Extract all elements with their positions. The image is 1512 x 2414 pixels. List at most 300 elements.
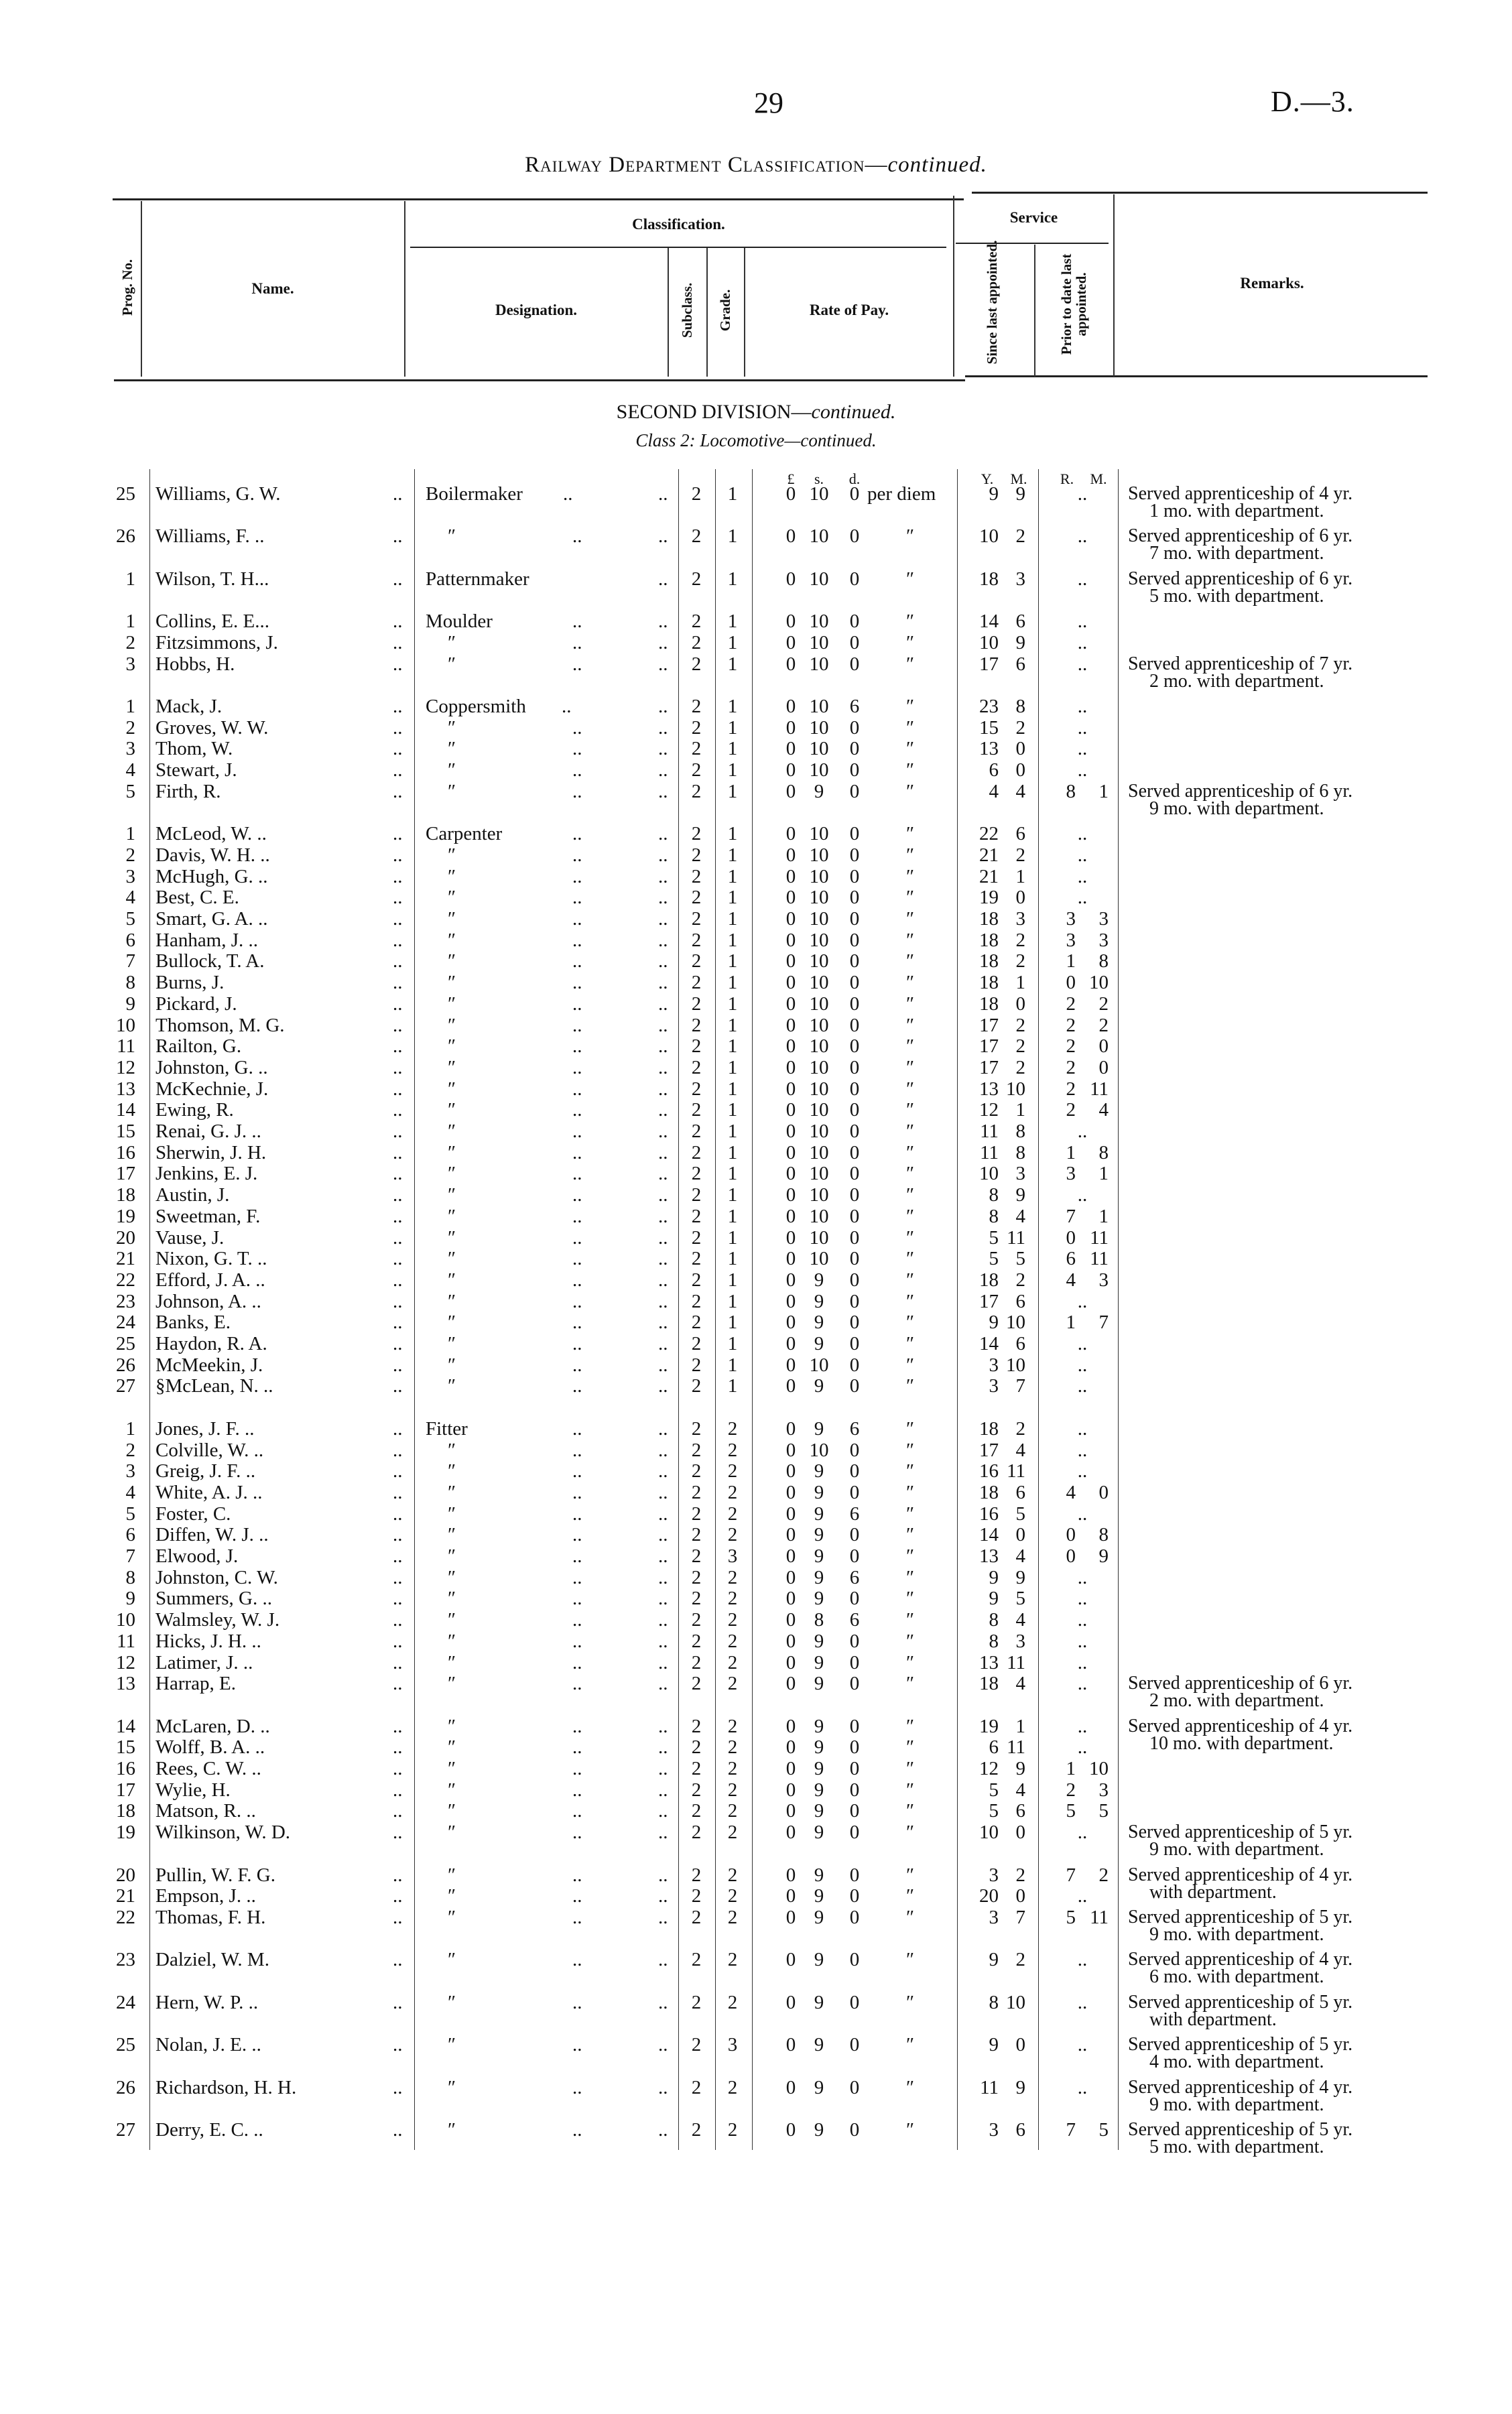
since-years: 5: [989, 1248, 999, 1270]
leader-dots: ..: [572, 2076, 582, 2098]
pay-pence: 0: [849, 653, 860, 675]
prog-number: 20: [116, 1864, 135, 1886]
pay-shillings: 9: [814, 1906, 824, 1928]
grade: 1: [727, 1163, 738, 1185]
grade: 1: [727, 780, 738, 802]
employee-name: Thomas, F. H.: [155, 1906, 266, 1928]
subclass: 2: [691, 1205, 702, 1227]
grade: 2: [727, 1885, 738, 1907]
since-years: 10: [979, 631, 999, 653]
prior-service: ..: [1077, 611, 1088, 633]
since-months: 2: [1015, 1417, 1025, 1440]
pay-period: ″: [905, 908, 915, 930]
pay-shillings: 9: [814, 1758, 824, 1779]
prior-years: 0: [1066, 972, 1076, 994]
designation: ″: [448, 759, 456, 781]
pay-shillings: 9: [814, 1822, 824, 1844]
since-months: 0: [1015, 759, 1025, 781]
subclass: 2: [691, 908, 702, 930]
designation: ″: [448, 1503, 456, 1525]
leader-dots: ..: [393, 1099, 403, 1121]
pay-period: ″: [905, 1141, 915, 1163]
subclass: 2: [691, 1121, 702, 1142]
since-years: 12: [979, 1099, 999, 1121]
prior-years: 1: [1066, 1758, 1076, 1779]
pay-shillings: 10: [809, 950, 829, 972]
leader-dots: ..: [393, 1651, 403, 1673]
table-row: [0, 632, 1512, 653]
prog-number: 21: [116, 1248, 135, 1270]
remarks-line-1: Served apprenticeship of 4 yr.: [1128, 483, 1353, 504]
prior-service: ..: [1077, 1566, 1088, 1588]
since-months: 6: [1015, 653, 1025, 675]
since-years: 13: [979, 1651, 999, 1673]
leader-dots: ..: [658, 1524, 668, 1546]
leader-dots: ..: [572, 908, 582, 930]
prior-service: ..: [1077, 525, 1088, 548]
leader-dots: ..: [658, 993, 668, 1015]
table-row: [0, 930, 1512, 951]
employee-name: Thom, W.: [155, 738, 233, 760]
prog-number: 20: [116, 1226, 135, 1249]
pay-shillings: 10: [809, 716, 829, 739]
pay-pounds: 0: [785, 1503, 796, 1525]
leader-dots: ..: [393, 1269, 403, 1291]
employee-name: Groves, W. W.: [155, 716, 269, 739]
remarks-line-2: with department.: [1149, 1881, 1277, 1903]
leader-dots: ..: [572, 1184, 582, 1206]
leader-dots: ..: [572, 1248, 582, 1270]
table-row: [0, 1333, 1512, 1354]
since-months: 0: [1015, 1524, 1025, 1546]
leader-dots: ..: [658, 1736, 668, 1759]
pay-pence: 0: [849, 1588, 860, 1610]
leader-dots: ..: [393, 908, 403, 930]
leader-dots: ..: [658, 1035, 668, 1058]
header-prior-to-date: Prior to date last appointed.: [1058, 253, 1089, 355]
pay-pounds: 0: [785, 1078, 796, 1100]
grade: 2: [727, 1417, 738, 1440]
leader-dots: ..: [658, 1460, 668, 1482]
leader-dots: ..: [658, 1078, 668, 1100]
pay-pounds: 0: [785, 929, 796, 951]
table-row: [0, 780, 1512, 819]
subclass: 2: [691, 1439, 702, 1461]
pay-pounds: 0: [785, 1121, 796, 1142]
since-months: 9: [1015, 1566, 1025, 1588]
grade: 1: [727, 1312, 738, 1334]
subclass: 2: [691, 1885, 702, 1907]
since-months: 0: [1015, 2034, 1025, 2056]
leader-dots: ..: [658, 1800, 668, 1822]
leader-dots: ..: [572, 1949, 582, 1971]
pay-pence: 0: [849, 568, 860, 590]
designation: Coppersmith: [426, 696, 526, 717]
leader-dots: ..: [562, 696, 572, 717]
pay-period: ″: [905, 993, 915, 1015]
pay-pounds: 0: [785, 1545, 796, 1567]
since-years: 9: [989, 1312, 999, 1334]
pay-period: ″: [905, 759, 915, 781]
table-row: [0, 1800, 1512, 1822]
prior-years: 2: [1066, 1056, 1076, 1078]
employee-name: Bullock, T. A.: [155, 950, 265, 972]
leader-dots: ..: [658, 631, 668, 653]
prog-number: 14: [116, 1715, 135, 1737]
subclass: 2: [691, 1864, 702, 1886]
designation: ″: [448, 1566, 456, 1588]
leader-dots: ..: [658, 1758, 668, 1779]
leader-dots: ..: [572, 1481, 582, 1503]
prior-years: 1: [1066, 1312, 1076, 1334]
pay-pounds: 0: [785, 1290, 796, 1312]
subclass: 2: [691, 1822, 702, 1844]
employee-name: Derry, E. C. ..: [155, 2118, 263, 2141]
designation: ″: [448, 1822, 456, 1844]
table-row: [0, 1375, 1512, 1397]
unit-pence: d.: [848, 470, 861, 487]
designation: ″: [448, 1864, 456, 1886]
designation: ″: [448, 1035, 456, 1058]
table-row: [0, 1291, 1512, 1312]
designation: ″: [448, 1460, 456, 1482]
grade: 1: [727, 1141, 738, 1163]
pay-pounds: 0: [785, 1566, 796, 1588]
pay-period: ″: [905, 1651, 915, 1673]
prior-years: 1: [1066, 1141, 1076, 1163]
leader-dots: ..: [572, 1651, 582, 1673]
table-row: [0, 1758, 1512, 1779]
since-years: 9: [989, 1566, 999, 1588]
designation: ″: [448, 1800, 456, 1822]
table-row: [0, 1503, 1512, 1525]
leader-dots: ..: [393, 1481, 403, 1503]
since-years: 5: [989, 1226, 999, 1249]
subclass: 2: [691, 1035, 702, 1058]
since-years: 21: [979, 865, 999, 887]
grade: 1: [727, 844, 738, 866]
pay-period: ″: [905, 1269, 915, 1291]
leader-dots: ..: [572, 1375, 582, 1397]
subclass: 2: [691, 1630, 702, 1652]
table-row: [0, 1121, 1512, 1142]
pay-pounds: 0: [785, 844, 796, 866]
grade: 2: [727, 2118, 738, 2141]
leader-dots: ..: [393, 483, 403, 505]
since-months: 9: [1015, 483, 1025, 505]
designation: ″: [448, 1673, 456, 1695]
grade: 1: [727, 759, 738, 781]
since-months: 2: [1015, 1035, 1025, 1058]
leader-dots: ..: [393, 1588, 403, 1610]
employee-name: Colville, W. ..: [155, 1439, 264, 1461]
since-months: 9: [1015, 631, 1025, 653]
employee-name: McMeekin, J.: [155, 1354, 263, 1376]
pay-pence: 6: [849, 1609, 860, 1631]
designation: ″: [448, 716, 456, 739]
pay-pounds: 0: [785, 1673, 796, 1695]
since-months: 0: [1015, 1885, 1025, 1907]
prior-service: ..: [1077, 716, 1088, 739]
pay-shillings: 10: [809, 738, 829, 760]
prior-service: ..: [1077, 865, 1088, 887]
prior-years: 0: [1066, 1226, 1076, 1249]
pay-shillings: 9: [814, 1779, 824, 1801]
since-months: 6: [1015, 1290, 1025, 1312]
classification-rule: [410, 247, 946, 248]
leader-dots: ..: [572, 1333, 582, 1354]
remarks-line-1: Served apprenticeship of 5 yr.: [1128, 1991, 1353, 2013]
subclass: 2: [691, 1651, 702, 1673]
prior-months: 11: [1090, 1906, 1109, 1928]
subclass: 2: [691, 1991, 702, 2013]
leader-dots: ..: [393, 1439, 403, 1461]
pay-period: ″: [905, 2118, 915, 2141]
leader-dots: ..: [572, 1163, 582, 1185]
pay-pence: 0: [849, 738, 860, 760]
pay-shillings: 10: [809, 993, 829, 1015]
header-since-last-appointed: Since last appointed.: [984, 240, 1000, 365]
since-months: 4: [1015, 780, 1025, 802]
leader-dots: ..: [658, 1779, 668, 1801]
prior-service: ..: [1077, 887, 1088, 909]
designation: ″: [448, 1056, 456, 1078]
leader-dots: ..: [658, 1333, 668, 1354]
pay-pence: 0: [849, 1312, 860, 1334]
header-grade: Grade.: [717, 289, 733, 332]
pay-shillings: 10: [809, 568, 829, 590]
pay-shillings: 9: [814, 1885, 824, 1907]
designation: ″: [448, 2034, 456, 2056]
leader-dots: ..: [393, 1460, 403, 1482]
pay-shillings: 10: [809, 1035, 829, 1058]
table-row: [0, 1567, 1512, 1588]
grade: 3: [727, 1545, 738, 1567]
pay-period: ″: [905, 1800, 915, 1822]
grade: 1: [727, 908, 738, 930]
since-months: 2: [1015, 1269, 1025, 1291]
pay-pounds: 0: [785, 483, 796, 505]
pay-period: ″: [905, 1545, 915, 1567]
prog-number: 26: [116, 2076, 135, 2098]
class-title: Class 2: Locomotive—continued.: [635, 430, 877, 450]
pay-pounds: 0: [785, 972, 796, 994]
leader-dots: ..: [658, 908, 668, 930]
grade: 2: [727, 1651, 738, 1673]
leader-dots: ..: [572, 1864, 582, 1886]
pay-pence: 0: [849, 1099, 860, 1121]
pay-pounds: 0: [785, 1864, 796, 1886]
designation: Boilermaker: [426, 483, 523, 505]
grade: 2: [727, 1439, 738, 1461]
pay-shillings: 9: [814, 1417, 824, 1440]
since-months: 10: [1006, 1354, 1025, 1376]
pay-pence: 0: [849, 483, 860, 505]
employee-name: McLaren, D. ..: [155, 1715, 270, 1737]
pay-pence: 0: [849, 1078, 860, 1100]
remarks-line-2: 9 mo. with department.: [1149, 1923, 1324, 1945]
pay-shillings: 9: [814, 1630, 824, 1652]
prog-number: 10: [116, 1609, 135, 1631]
remarks-line-2: 2 mo. with department.: [1149, 1690, 1324, 1712]
designation: ″: [448, 844, 456, 866]
since-months: 2: [1015, 1949, 1025, 1971]
pay-period: ″: [905, 1163, 915, 1185]
pay-pence: 6: [849, 696, 860, 717]
header-classification: Classification.: [632, 216, 725, 233]
pay-pounds: 0: [785, 1651, 796, 1673]
prior-years: 2: [1066, 1779, 1076, 1801]
pay-shillings: 9: [814, 1460, 824, 1482]
pay-period: ″: [905, 1375, 915, 1397]
pay-pence: 0: [849, 1354, 860, 1376]
table-row: [0, 1078, 1512, 1100]
table-row: [0, 1142, 1512, 1163]
pay-period: ″: [905, 1333, 915, 1354]
grade: 1: [727, 1333, 738, 1354]
employee-name: Vause, J.: [155, 1226, 225, 1249]
since-years: 17: [979, 1290, 999, 1312]
table-row: [0, 1184, 1512, 1206]
subclass: 2: [691, 1417, 702, 1440]
leader-dots: ..: [393, 1375, 403, 1397]
designation: ″: [448, 1651, 456, 1673]
designation: ″: [448, 1481, 456, 1503]
pay-pence: 0: [849, 525, 860, 548]
prior-service: ..: [1077, 823, 1088, 845]
pay-period: ″: [905, 2076, 915, 2098]
pay-shillings: 10: [809, 865, 829, 887]
leader-dots: ..: [572, 1566, 582, 1588]
pay-period: ″: [905, 887, 915, 909]
leader-dots: ..: [393, 1545, 403, 1567]
subclass: 2: [691, 653, 702, 675]
pay-pounds: 0: [785, 696, 796, 717]
leader-dots: ..: [393, 1205, 403, 1227]
pay-pence: 0: [849, 1141, 860, 1163]
leader-dots: ..: [572, 1885, 582, 1907]
prior-months: 8: [1098, 950, 1109, 972]
prior-years: 7: [1066, 2118, 1076, 2141]
header-top-rule-right: [972, 192, 1428, 194]
prior-months: 9: [1098, 1545, 1109, 1567]
designation: ″: [448, 1184, 456, 1206]
leader-dots: ..: [393, 716, 403, 739]
prior-months: 3: [1098, 908, 1109, 930]
since-years: 9: [989, 1949, 999, 1971]
pay-pounds: 0: [785, 823, 796, 845]
employee-name: Efford, J. A. ..: [155, 1269, 265, 1291]
employee-name: McKechnie, J.: [155, 1078, 269, 1100]
pay-pounds: 0: [785, 1248, 796, 1270]
pay-pence: 0: [849, 1885, 860, 1907]
pay-shillings: 10: [809, 972, 829, 994]
remarks-line-2: 9 mo. with department.: [1149, 2094, 1324, 2115]
table-row: [0, 696, 1512, 717]
leader-dots: ..: [393, 525, 403, 548]
pay-shillings: 9: [814, 1333, 824, 1354]
pay-pounds: 0: [785, 631, 796, 653]
subclass: 2: [691, 2034, 702, 2056]
designation: ″: [448, 1121, 456, 1142]
prog-number: 1: [125, 568, 135, 590]
employee-name: Ewing, R.: [155, 1099, 234, 1121]
table-row: [0, 1631, 1512, 1652]
leader-dots: ..: [572, 1141, 582, 1163]
prior-months: 7: [1098, 1312, 1109, 1334]
designation: Carpenter: [426, 823, 503, 845]
pay-pounds: 0: [785, 1099, 796, 1121]
leader-dots: ..: [572, 716, 582, 739]
pay-pence: 0: [849, 823, 860, 845]
leader-dots: ..: [393, 1121, 403, 1142]
table-row: [0, 1673, 1512, 1712]
prog-number: 5: [125, 780, 135, 802]
leader-dots: ..: [658, 823, 668, 845]
leader-dots: ..: [393, 1056, 403, 1078]
pay-pence: 0: [849, 1248, 860, 1270]
pay-pence: 0: [849, 716, 860, 739]
leader-dots: ..: [572, 759, 582, 781]
since-months: 4: [1015, 1205, 1025, 1227]
prior-months: 0: [1098, 1056, 1109, 1078]
grade: 2: [727, 1460, 738, 1482]
prog-number: 15: [116, 1121, 135, 1142]
employee-name: Collins, E. E...: [155, 611, 269, 633]
grade: 2: [727, 1779, 738, 1801]
designation: ″: [448, 631, 456, 653]
since-years: 17: [979, 1056, 999, 1078]
since-months: 4: [1015, 1673, 1025, 1695]
pay-shillings: 9: [814, 1949, 824, 1971]
pay-pounds: 0: [785, 1906, 796, 1928]
pay-period: ″: [905, 696, 915, 717]
since-months: 0: [1015, 887, 1025, 909]
since-months: 0: [1015, 738, 1025, 760]
leader-dots: ..: [658, 1864, 668, 1886]
employee-name: Dalziel, W. M.: [155, 1949, 269, 1971]
pay-pence: 0: [849, 1439, 860, 1461]
prior-service: ..: [1077, 1439, 1088, 1461]
leader-dots: ..: [393, 865, 403, 887]
table-row: [0, 950, 1512, 972]
prog-number: 4: [125, 759, 135, 781]
leader-dots: ..: [658, 1248, 668, 1270]
leader-dots: ..: [572, 1609, 582, 1631]
since-years: 5: [989, 1779, 999, 1801]
prog-number: 19: [116, 1822, 135, 1844]
grade: 2: [727, 1481, 738, 1503]
since-months: 5: [1015, 1248, 1025, 1270]
pay-period: ″: [905, 1290, 915, 1312]
prog-number: 1: [125, 823, 135, 845]
pay-pounds: 0: [785, 1460, 796, 1482]
since-months: 2: [1015, 525, 1025, 548]
pay-shillings: 10: [809, 631, 829, 653]
employee-name: Wolff, B. A. ..: [155, 1736, 265, 1759]
pay-pounds: 0: [785, 1014, 796, 1036]
subclass: 2: [691, 1524, 702, 1546]
grade: 1: [727, 1121, 738, 1142]
employee-name: Banks, E.: [155, 1312, 231, 1334]
prior-months: 3: [1098, 1269, 1109, 1291]
pay-period: ″: [905, 1439, 915, 1461]
leader-dots: ..: [572, 1417, 582, 1440]
since-months: 4: [1015, 1545, 1025, 1567]
prior-years: 2: [1066, 1099, 1076, 1121]
since-years: 12: [979, 1758, 999, 1779]
prior-years: 2: [1066, 1014, 1076, 1036]
